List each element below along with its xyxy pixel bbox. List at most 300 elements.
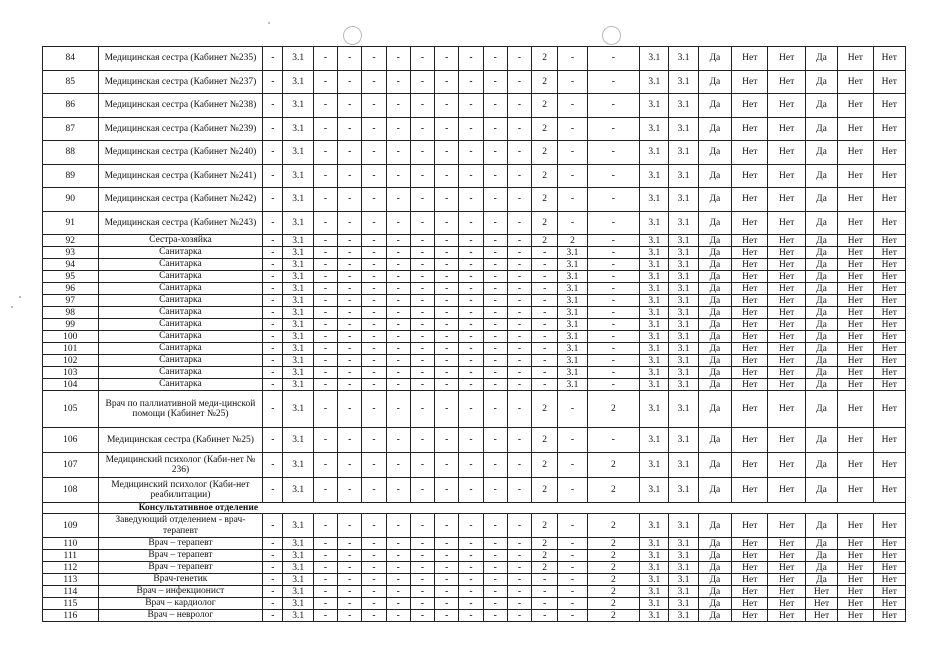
value-cell: -: [263, 610, 283, 622]
value-cell: Нет: [768, 271, 805, 283]
value-cell: 2: [532, 141, 558, 165]
value-cell: 3.1: [669, 188, 698, 212]
value-cell: Нет: [805, 598, 837, 610]
value-cell: -: [362, 453, 386, 478]
value-cell: -: [558, 117, 587, 141]
value-cell: Нет: [838, 271, 873, 283]
value-cell: -: [313, 478, 337, 503]
value-cell: 3.1: [283, 307, 313, 319]
value-cell: -: [507, 550, 531, 562]
value-cell: 2: [532, 391, 558, 428]
value-cell: -: [435, 550, 459, 562]
value-cell: -: [362, 574, 386, 586]
value-cell: Нет: [838, 47, 873, 71]
value-cell: 2: [587, 598, 640, 610]
value-cell: -: [483, 259, 507, 271]
table-row: [43, 141, 906, 165]
table-row: [43, 514, 906, 538]
value-cell: Нет: [873, 343, 905, 355]
value-cell: -: [362, 391, 386, 428]
row-number: 98: [43, 307, 99, 319]
value-cell: -: [435, 391, 459, 428]
value-cell: Да: [698, 514, 731, 538]
value-cell: Нет: [732, 47, 768, 71]
value-cell: 3.1: [669, 598, 698, 610]
value-cell: -: [410, 586, 434, 598]
value-cell: -: [507, 367, 531, 379]
value-cell: -: [263, 478, 283, 503]
value-cell: -: [483, 562, 507, 574]
value-cell: -: [587, 247, 640, 259]
value-cell: -: [338, 514, 362, 538]
value-cell: Да: [805, 319, 837, 331]
value-cell: 3.1: [669, 283, 698, 295]
value-cell: Нет: [768, 117, 805, 141]
value-cell: Нет: [768, 355, 805, 367]
table-row: [43, 307, 906, 319]
value-cell: 3.1: [669, 343, 698, 355]
value-cell: Нет: [768, 343, 805, 355]
row-number: 95: [43, 271, 99, 283]
table-row: [43, 391, 906, 428]
value-cell: Нет: [732, 307, 768, 319]
value-cell: Да: [698, 355, 731, 367]
value-cell: -: [483, 271, 507, 283]
value-cell: Да: [698, 478, 731, 503]
value-cell: -: [587, 379, 640, 391]
value-cell: Нет: [732, 188, 768, 212]
value-cell: -: [532, 259, 558, 271]
value-cell: 3.1: [669, 538, 698, 550]
value-cell: 3.1: [283, 550, 313, 562]
value-cell: Да: [698, 550, 731, 562]
value-cell: -: [362, 164, 386, 188]
value-cell: -: [483, 47, 507, 71]
value-cell: -: [587, 235, 640, 247]
value-cell: -: [435, 343, 459, 355]
value-cell: 3.1: [640, 47, 669, 71]
value-cell: -: [313, 188, 337, 212]
value-cell: Нет: [873, 453, 905, 478]
value-cell: 3.1: [669, 247, 698, 259]
value-cell: Да: [698, 428, 731, 453]
value-cell: 3.1: [558, 295, 587, 307]
value-cell: Нет: [873, 188, 905, 212]
value-cell: Нет: [838, 343, 873, 355]
value-cell: -: [459, 283, 483, 295]
value-cell: -: [338, 235, 362, 247]
value-cell: Да: [805, 574, 837, 586]
value-cell: Нет: [838, 550, 873, 562]
value-cell: Нет: [838, 283, 873, 295]
value-cell: -: [587, 367, 640, 379]
value-cell: 2: [587, 453, 640, 478]
value-cell: Нет: [873, 331, 905, 343]
section-title: Консультативное отделение: [98, 503, 905, 514]
value-cell: Нет: [838, 319, 873, 331]
value-cell: Нет: [768, 141, 805, 165]
position-name: Сестра-хозяйка: [98, 235, 263, 247]
value-cell: Нет: [838, 259, 873, 271]
row-number: 109: [43, 514, 99, 538]
value-cell: -: [410, 141, 434, 165]
value-cell: -: [558, 610, 587, 622]
value-cell: -: [410, 271, 434, 283]
value-cell: 3.1: [558, 343, 587, 355]
value-cell: 3.1: [640, 259, 669, 271]
row-number: 113: [43, 574, 99, 586]
value-cell: -: [558, 47, 587, 71]
value-cell: Да: [805, 283, 837, 295]
value-cell: Да: [698, 343, 731, 355]
value-cell: Нет: [768, 367, 805, 379]
value-cell: -: [386, 453, 410, 478]
table-row: [43, 598, 906, 610]
value-cell: -: [410, 514, 434, 538]
value-cell: -: [532, 379, 558, 391]
value-cell: Нет: [732, 586, 768, 598]
value-cell: -: [338, 94, 362, 118]
value-cell: 2: [532, 562, 558, 574]
value-cell: Нет: [732, 343, 768, 355]
value-cell: -: [263, 283, 283, 295]
value-cell: Да: [698, 598, 731, 610]
value-cell: -: [435, 283, 459, 295]
value-cell: 3.1: [558, 283, 587, 295]
value-cell: Нет: [838, 453, 873, 478]
position-name: Санитарка: [98, 379, 263, 391]
value-cell: -: [410, 538, 434, 550]
value-cell: -: [263, 247, 283, 259]
value-cell: -: [435, 94, 459, 118]
value-cell: 3.1: [669, 164, 698, 188]
value-cell: -: [459, 367, 483, 379]
value-cell: -: [410, 598, 434, 610]
value-cell: -: [362, 70, 386, 94]
value-cell: Нет: [768, 574, 805, 586]
value-cell: Нет: [768, 428, 805, 453]
value-cell: Нет: [732, 211, 768, 235]
value-cell: Нет: [838, 367, 873, 379]
section-row: [43, 503, 906, 514]
value-cell: -: [362, 598, 386, 610]
value-cell: 2: [532, 478, 558, 503]
table-row: [43, 235, 906, 247]
value-cell: -: [435, 355, 459, 367]
value-cell: Нет: [873, 428, 905, 453]
table-row: [43, 117, 906, 141]
value-cell: -: [558, 514, 587, 538]
value-cell: 3.1: [640, 428, 669, 453]
table-row: [43, 295, 906, 307]
value-cell: -: [313, 319, 337, 331]
value-cell: -: [587, 70, 640, 94]
value-cell: -: [338, 211, 362, 235]
value-cell: Нет: [768, 391, 805, 428]
value-cell: -: [362, 343, 386, 355]
value-cell: -: [362, 94, 386, 118]
row-number: 89: [43, 164, 99, 188]
value-cell: -: [386, 379, 410, 391]
value-cell: Нет: [732, 235, 768, 247]
value-cell: 2: [532, 514, 558, 538]
value-cell: Нет: [768, 211, 805, 235]
value-cell: -: [507, 47, 531, 71]
value-cell: -: [532, 295, 558, 307]
value-cell: -: [410, 70, 434, 94]
value-cell: 2: [532, 164, 558, 188]
value-cell: -: [507, 379, 531, 391]
value-cell: -: [338, 188, 362, 212]
value-cell: 3.1: [669, 478, 698, 503]
value-cell: 3.1: [669, 514, 698, 538]
value-cell: -: [263, 319, 283, 331]
value-cell: -: [410, 391, 434, 428]
value-cell: -: [313, 428, 337, 453]
value-cell: -: [459, 343, 483, 355]
value-cell: Нет: [838, 164, 873, 188]
value-cell: -: [386, 319, 410, 331]
value-cell: -: [410, 343, 434, 355]
value-cell: -: [263, 211, 283, 235]
value-cell: 3.1: [640, 331, 669, 343]
value-cell: -: [587, 319, 640, 331]
value-cell: Нет: [768, 94, 805, 118]
scan-speck: [19, 296, 21, 298]
value-cell: -: [338, 453, 362, 478]
table-row: [43, 610, 906, 622]
row-number: 94: [43, 259, 99, 271]
value-cell: Да: [698, 94, 731, 118]
value-cell: -: [313, 391, 337, 428]
value-cell: -: [435, 367, 459, 379]
value-cell: -: [507, 259, 531, 271]
value-cell: 3.1: [640, 379, 669, 391]
row-number: 91: [43, 211, 99, 235]
value-cell: -: [483, 235, 507, 247]
value-cell: -: [587, 295, 640, 307]
value-cell: -: [459, 428, 483, 453]
position-name: Медицинская сестра (Кабинет №239): [98, 117, 263, 141]
value-cell: -: [483, 379, 507, 391]
value-cell: Нет: [768, 610, 805, 622]
value-cell: -: [386, 188, 410, 212]
value-cell: 2: [587, 538, 640, 550]
value-cell: Да: [805, 367, 837, 379]
value-cell: -: [532, 574, 558, 586]
position-name: Санитарка: [98, 355, 263, 367]
value-cell: Да: [698, 586, 731, 598]
value-cell: 3.1: [669, 453, 698, 478]
value-cell: Да: [805, 453, 837, 478]
value-cell: -: [362, 47, 386, 71]
value-cell: 3.1: [283, 70, 313, 94]
value-cell: -: [435, 211, 459, 235]
value-cell: -: [362, 319, 386, 331]
value-cell: -: [483, 331, 507, 343]
value-cell: -: [459, 247, 483, 259]
value-cell: Нет: [873, 538, 905, 550]
value-cell: 2: [532, 428, 558, 453]
value-cell: Нет: [805, 610, 837, 622]
value-cell: Нет: [873, 574, 905, 586]
value-cell: Нет: [873, 319, 905, 331]
value-cell: -: [362, 586, 386, 598]
row-number: 100: [43, 331, 99, 343]
value-cell: 3.1: [283, 343, 313, 355]
value-cell: -: [558, 164, 587, 188]
binder-hole-left: [343, 26, 362, 45]
table-row: [43, 562, 906, 574]
value-cell: -: [362, 331, 386, 343]
value-cell: Да: [698, 235, 731, 247]
position-name: Санитарка: [98, 271, 263, 283]
value-cell: -: [313, 235, 337, 247]
value-cell: -: [435, 188, 459, 212]
table-row: [43, 94, 906, 118]
value-cell: Нет: [732, 331, 768, 343]
value-cell: -: [313, 117, 337, 141]
value-cell: 3.1: [640, 283, 669, 295]
value-cell: 3.1: [558, 367, 587, 379]
value-cell: -: [459, 117, 483, 141]
value-cell: -: [507, 70, 531, 94]
value-cell: Нет: [873, 283, 905, 295]
value-cell: -: [313, 295, 337, 307]
value-cell: -: [435, 307, 459, 319]
value-cell: -: [386, 211, 410, 235]
staff-hazard-table: [42, 46, 906, 622]
value-cell: Нет: [768, 319, 805, 331]
value-cell: Нет: [873, 211, 905, 235]
value-cell: 3.1: [669, 367, 698, 379]
position-name: Медицинский психолог (Каби-нет № 236): [98, 453, 263, 478]
value-cell: -: [362, 188, 386, 212]
value-cell: 3.1: [283, 211, 313, 235]
value-cell: 3.1: [283, 117, 313, 141]
value-cell: Нет: [732, 117, 768, 141]
value-cell: -: [338, 271, 362, 283]
value-cell: -: [338, 574, 362, 586]
value-cell: Да: [805, 295, 837, 307]
value-cell: -: [483, 428, 507, 453]
value-cell: -: [313, 47, 337, 71]
value-cell: -: [587, 283, 640, 295]
value-cell: 3.1: [669, 428, 698, 453]
value-cell: -: [587, 117, 640, 141]
value-cell: -: [459, 391, 483, 428]
value-cell: -: [587, 331, 640, 343]
table-row: [43, 586, 906, 598]
value-cell: -: [435, 271, 459, 283]
value-cell: 2: [532, 235, 558, 247]
position-name: Медицинская сестра (Кабинет №25): [98, 428, 263, 453]
value-cell: Нет: [732, 574, 768, 586]
value-cell: -: [507, 343, 531, 355]
value-cell: -: [362, 514, 386, 538]
value-cell: Нет: [838, 211, 873, 235]
value-cell: -: [483, 141, 507, 165]
row-number: 111: [43, 550, 99, 562]
value-cell: 3.1: [283, 331, 313, 343]
value-cell: -: [386, 295, 410, 307]
value-cell: -: [532, 247, 558, 259]
value-cell: -: [313, 70, 337, 94]
value-cell: -: [386, 117, 410, 141]
value-cell: -: [435, 117, 459, 141]
value-cell: -: [507, 117, 531, 141]
value-cell: -: [558, 586, 587, 598]
value-cell: -: [263, 514, 283, 538]
value-cell: -: [507, 514, 531, 538]
value-cell: 3.1: [558, 379, 587, 391]
value-cell: -: [386, 47, 410, 71]
value-cell: Да: [698, 379, 731, 391]
value-cell: -: [386, 70, 410, 94]
value-cell: -: [313, 247, 337, 259]
table-row: [43, 70, 906, 94]
value-cell: Нет: [873, 586, 905, 598]
value-cell: -: [263, 428, 283, 453]
value-cell: -: [459, 574, 483, 586]
value-cell: Нет: [838, 188, 873, 212]
value-cell: -: [338, 379, 362, 391]
value-cell: 3.1: [283, 295, 313, 307]
value-cell: -: [507, 562, 531, 574]
value-cell: -: [483, 514, 507, 538]
value-cell: -: [587, 259, 640, 271]
value-cell: 3.1: [283, 598, 313, 610]
value-cell: -: [410, 355, 434, 367]
value-cell: 3.1: [669, 379, 698, 391]
value-cell: -: [410, 94, 434, 118]
value-cell: -: [362, 562, 386, 574]
value-cell: -: [587, 141, 640, 165]
value-cell: -: [558, 70, 587, 94]
value-cell: Нет: [732, 141, 768, 165]
value-cell: 3.1: [558, 271, 587, 283]
value-cell: -: [459, 550, 483, 562]
table-row: [43, 550, 906, 562]
value-cell: -: [435, 428, 459, 453]
value-cell: -: [386, 562, 410, 574]
value-cell: Нет: [838, 331, 873, 343]
position-name: Санитарка: [98, 295, 263, 307]
value-cell: Нет: [732, 295, 768, 307]
value-cell: 3.1: [283, 247, 313, 259]
value-cell: Нет: [732, 319, 768, 331]
value-cell: -: [362, 379, 386, 391]
position-name: Медицинская сестра (Кабинет №242): [98, 188, 263, 212]
value-cell: -: [558, 94, 587, 118]
row-number: 104: [43, 379, 99, 391]
value-cell: -: [410, 550, 434, 562]
value-cell: -: [483, 343, 507, 355]
value-cell: -: [263, 164, 283, 188]
value-cell: Нет: [873, 141, 905, 165]
value-cell: Нет: [768, 453, 805, 478]
value-cell: -: [313, 307, 337, 319]
position-name: Медицинская сестра (Кабинет №243): [98, 211, 263, 235]
value-cell: Нет: [838, 247, 873, 259]
value-cell: Да: [698, 453, 731, 478]
binder-holes: [0, 26, 950, 46]
value-cell: -: [386, 586, 410, 598]
table-row: [43, 47, 906, 71]
value-cell: Нет: [768, 295, 805, 307]
value-cell: Нет: [732, 391, 768, 428]
value-cell: 2: [587, 514, 640, 538]
